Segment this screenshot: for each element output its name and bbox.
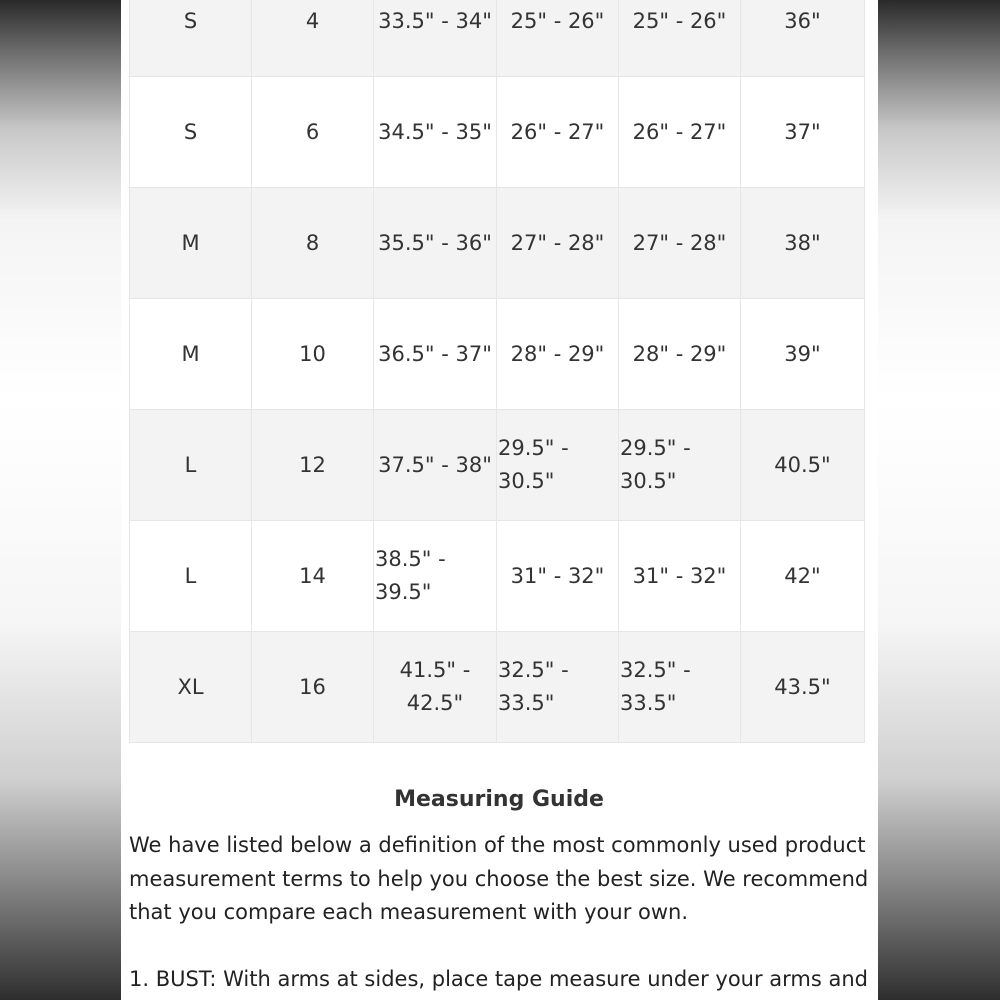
measurement-cell: 31" - 32" [497, 521, 619, 632]
measurement-cell: 39" [741, 299, 865, 410]
size-number-cell: 4 [252, 0, 374, 77]
measurement-cell: 42" [741, 521, 865, 632]
measurement-cell: 32.5" - 33.5" [497, 632, 619, 743]
table-row [130, 410, 865, 521]
size-number-cell: 12 [252, 410, 374, 521]
content-page [121, 0, 878, 1000]
table-row [130, 188, 865, 299]
measurement-cell: 32.5" - 33.5" [619, 632, 741, 743]
size-cell: S [130, 77, 252, 188]
measurement-cell: 34.5" - 35" [374, 77, 497, 188]
right-backdrop [878, 0, 1000, 1000]
measurement-cell: 43.5" [741, 632, 865, 743]
measurement-cell: 27" - 28" [497, 188, 619, 299]
table-row [130, 0, 865, 77]
measurement-cell: 38" [741, 188, 865, 299]
measurement-cell: 36" [741, 0, 865, 77]
measuring-guide-title: Measuring Guide [394, 787, 604, 812]
measurement-cell: 25" - 26" [497, 0, 619, 77]
measuring-guide-intro: We have listed below a definition of the most commonly used product measurement terms to help you choose the best size. We recommend that you compare each measurement with your own. [129, 833, 869, 924]
size-number-cell: 10 [252, 299, 374, 410]
size-cell: L [130, 410, 252, 521]
size-number-cell: 6 [252, 77, 374, 188]
size-chart-table [129, 0, 865, 743]
measurement-cell: 35.5" - 36" [374, 188, 497, 299]
table-row [130, 77, 865, 188]
measurement-cell: 26" - 27" [497, 77, 619, 188]
size-number-cell: 14 [252, 521, 374, 632]
table-row [130, 299, 865, 410]
size-number-cell: 8 [252, 188, 374, 299]
size-number-cell: 16 [252, 632, 374, 743]
left-backdrop [0, 0, 121, 1000]
size-cell: M [130, 188, 252, 299]
measurement-cell: 29.5" - 30.5" [497, 410, 619, 521]
size-cell: XL [130, 632, 252, 743]
measurement-cell: 26" - 27" [619, 77, 741, 188]
measurement-cell: 37.5" - 38" [374, 410, 497, 521]
size-cell: S [130, 0, 252, 77]
measurement-cell: 25" - 26" [619, 0, 741, 77]
measurement-cell: 27" - 28" [619, 188, 741, 299]
measurement-cell: 29.5" - 30.5" [619, 410, 741, 521]
measurement-cell: 40.5" [741, 410, 865, 521]
table-row [130, 632, 865, 743]
measurement-cell: 36.5" - 37" [374, 299, 497, 410]
measurement-cell: 28" - 29" [619, 299, 741, 410]
measurement-cell: 31" - 32" [619, 521, 741, 632]
measurement-cell: 28" - 29" [497, 299, 619, 410]
measurement-cell: 37" [741, 77, 865, 188]
bust-instruction: 1. BUST: With arms at sides, place tape measure under your arms and [129, 966, 868, 991]
measuring-guide-section [129, 783, 869, 996]
size-cell: L [130, 521, 252, 632]
table-row [130, 521, 865, 632]
measurement-cell: 38.5" - 39.5" [374, 521, 497, 632]
measurement-cell: 33.5" - 34" [374, 0, 497, 77]
measurement-cell: 41.5" - 42.5" [374, 632, 497, 743]
size-cell: M [130, 299, 252, 410]
